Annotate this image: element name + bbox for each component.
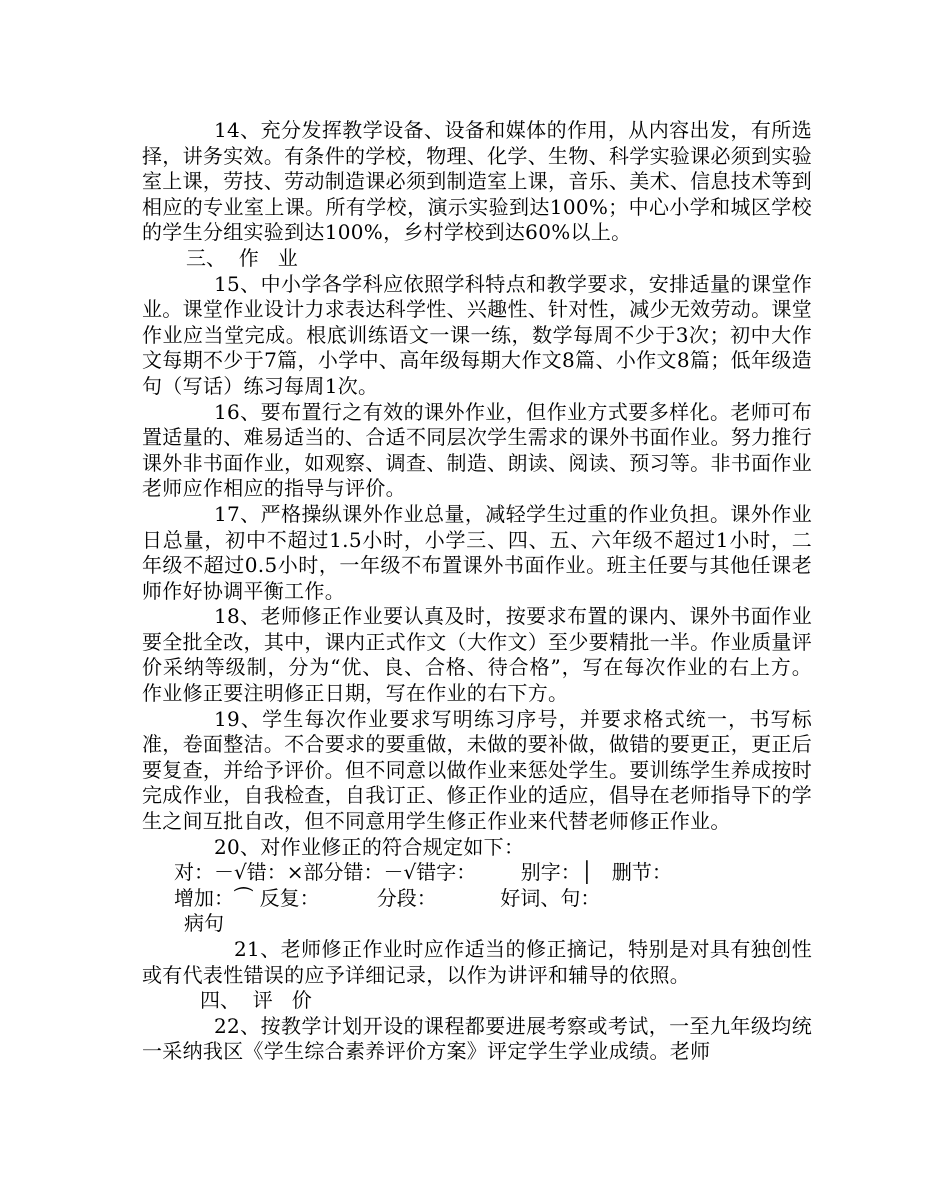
document-page [142,118,812,1065]
paragraph-15: 15、中小学各学科应依照学科特点和教学要求，安排适量的课堂作业。课堂作业设计力求表达科学性、兴趣性、针对性，减少无效劳动。课堂作业应当堂完成。根底训练语文一课一练，数学每周不少于3次；初中大作文每期不少于7篇，小学中、高年级每期大作文8篇、小作文8篇；低年级造句（写话）练习每周1次。 [142,271,812,398]
section-heading-homework: 三、 作 业 [186,245,298,270]
correction-marks-line-2: 增加：⏜ 反复： 分段： 好词、句： [174,885,601,910]
paragraph-21: 21、老师修正作业时应作适当的修正摘记，特别是对具有独创性或有代表性错误的应予详细记录，以作为讲评和辅导的依照。 [142,937,812,987]
correction-marks-line-1: 对：－√错：×部分错：－√错字： 别字：│ 删节： [174,860,672,885]
paragraph-20: 20、对作业修正的符合规定如下： [214,834,525,859]
paragraph-16: 16、要布置行之有效的课外作业，但作业方式要多样化。老师可布置适量的、难易适当的、合适不同层次学生需求的课外书面作业。努力推行课外非书面作业，如观察、调查、制造、朗读、阅读、预习等。非书面作业老师应作相应的指导与评价。 [142,399,812,501]
paragraph-22: 22、按教学计划开设的课程都要进展考察或考试，一至九年级均统一采纳我区《学生综合素养评价方案》评定学生学业成绩。老师 [142,1013,812,1064]
correction-marks-line-3: 病句 [184,911,224,936]
paragraph-14: 14、充分发挥教学设备、设备和媒体的作用，从内容出发，有所选择，讲务实效。有条件的学校，物理、化学、生物、科学实验课必须到实验室上课，劳技、劳动制造课必须到制造室上课，音乐、美术、信息技术等到相应的专业室上课。所有学校，演示实验到达100%；中心小学和城区学校的学生分组实验到达100%，乡村学校到达60%以上。 [142,118,812,245]
section-heading-evaluation: 四、 评 价 [200,988,312,1013]
paragraph-19: 19、学生每次作业要求写明练习序号，并要求格式统一，书写标准，卷面整洁。不合要求的要重做，未做的要补做，做错的要更正，更正后要复查，并给予评价。但不同意以做作业来惩处学生。要训练学生养成按时完成作业，自我检查，自我订正、修正作业的适应，倡导在老师指导下的学生之间互批自改，但不同意用学生修正作业来代替老师修正作业。 [142,706,812,834]
paragraph-18: 18、老师修正作业要认真及时，按要求布置的课内、课外书面作业要全批全改，其中，课内正式作文（大作文）至少要精批一半。作业质量评价采纳等级制，分为“优、良、合格、待合格”，写在每次作业的右上方。作业修正要注明修正日期，写在作业的右下方。 [142,604,812,706]
paragraph-17: 17、严格操纵课外作业总量，减轻学生过重的作业负担。课外作业日总量，初中不超过1.5小时，小学三、四、五、六年级不超过1小时，二年级不超过0.5小时，一年级不布置课外书面作业。班主任要与其他任课老师作好协调平衡工作。 [142,501,812,603]
